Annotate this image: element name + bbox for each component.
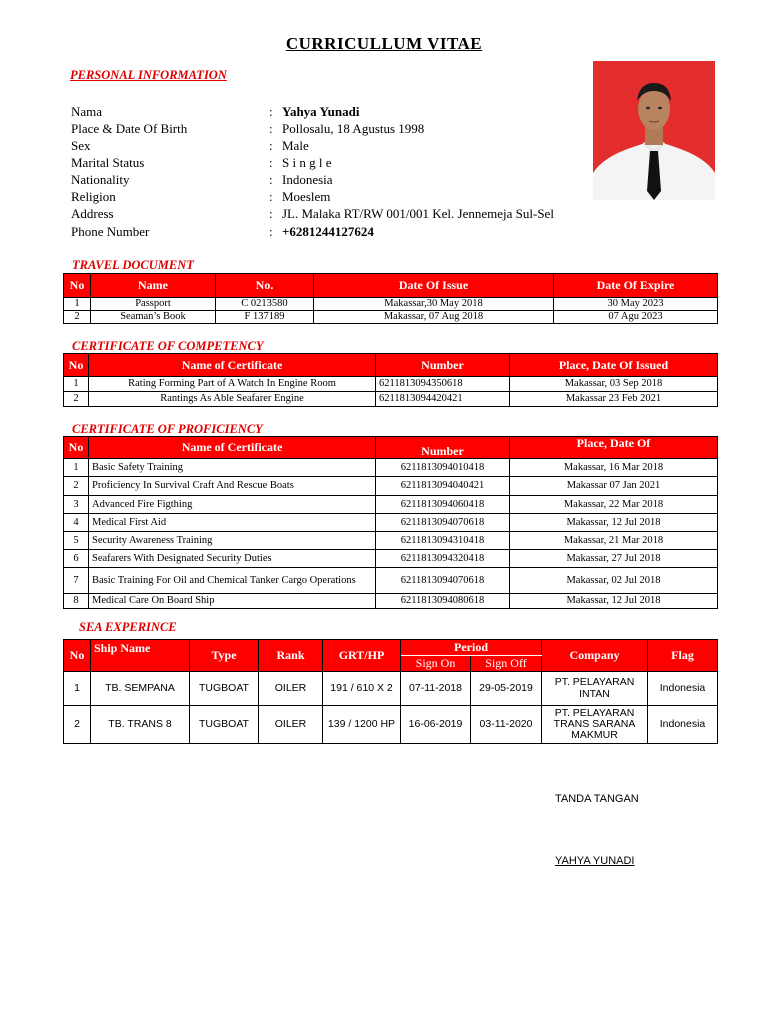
table-row (64, 706, 718, 744)
cell-no: 2 (64, 706, 91, 744)
col-place-date: Place, Date Of Issued (510, 354, 718, 377)
cell-company: PT. PELAYARAN TRANS SARANA MAKMUR (542, 706, 648, 744)
table-row (64, 550, 718, 568)
cell-number: 6211813094010418 (376, 459, 510, 477)
cell-number: 6211813094080618 (376, 594, 510, 609)
cell-doc-number: F 137189 (216, 311, 314, 324)
proficiency-table (63, 436, 718, 609)
cell-ship-name: TB. SEMPANA (91, 672, 190, 706)
cell-number: 6211813094070618 (376, 568, 510, 594)
col-no: No (64, 354, 89, 377)
cell-no: 5 (64, 532, 89, 550)
cell-place-date: Makassar 07 Jan 2021 (510, 477, 718, 496)
travel-document-table (63, 273, 718, 324)
cell-certificate-name: Medical First Aid (89, 514, 376, 532)
cell-date-of-issue: Makassar,30 May 2018 (314, 298, 554, 311)
col-doc-number: No. (216, 274, 314, 298)
cell-number: 6211813094310418 (376, 532, 510, 550)
cell-grt-hp: 139 / 1200 HP (323, 706, 401, 744)
cell-no: 3 (64, 496, 89, 514)
cell-certificate-name: Seafarers With Designated Security Duties (89, 550, 376, 568)
cell-company: PT. PELAYARAN INTAN (542, 672, 648, 706)
cell-number: 6211813094040421 (376, 477, 510, 496)
table-row (64, 459, 718, 477)
col-number: Number (376, 437, 510, 459)
cell-ship-name: TB. TRANS 8 (91, 706, 190, 744)
travel-document-heading: TRAVEL DOCUMENT (72, 258, 194, 272)
col-certificate-name: Name of Certificate (89, 354, 376, 377)
field-label: Place & Date Of Birth (71, 121, 188, 136)
col-period: Period (401, 640, 542, 656)
competency-heading: CERTIFICATE OF COMPETENCY (72, 339, 264, 353)
cell-number: 6211813094060418 (376, 496, 510, 514)
cell-no: 1 (64, 672, 91, 706)
col-flag: Flag (648, 640, 718, 672)
cell-place-date: Makassar, 27 Jul 2018 (510, 550, 718, 568)
col-number: Number (376, 354, 510, 377)
cell-no: 1 (64, 298, 91, 311)
field-label: Address (71, 206, 114, 221)
cell-rank: OILER (259, 672, 323, 706)
cell-certificate-name: Rantings As Able Seafarer Engine (89, 392, 376, 407)
col-date-of-expire: Date Of Expire (554, 274, 718, 298)
field-value: JL. Malaka RT/RW 001/001 Kel. Jennemeja Sul-Sel (282, 206, 554, 221)
cell-number: 6211813094350618 (376, 377, 510, 392)
cell-rank: OILER (259, 706, 323, 744)
cell-sign-off: 29-05-2019 (471, 672, 542, 706)
sea-experience-heading: SEA EXPERINCE (79, 620, 177, 634)
table-row (64, 311, 718, 324)
signature-name: YAHYA YUNADI (555, 855, 635, 867)
cell-date-of-issue: Makassar, 07 Aug 2018 (314, 311, 554, 324)
field-label: Nationality (71, 172, 130, 187)
table-row (64, 672, 718, 706)
col-no: No (64, 437, 89, 459)
cell-name: Seaman’s Book (91, 311, 216, 324)
col-place-date: Place, Date Of (510, 437, 718, 459)
cell-sign-on: 16-06-2019 (401, 706, 471, 744)
table-row (64, 532, 718, 550)
field-separator: : (269, 206, 273, 221)
col-no: No (64, 640, 91, 672)
cell-certificate-name: Basic Training For Oil and Chemical Tanker Cargo Operations (89, 568, 376, 594)
col-no: No (64, 274, 91, 298)
cell-number: 6211813094420421 (376, 392, 510, 407)
cell-certificate-name: Advanced Fire Figthing (89, 496, 376, 514)
col-grt-hp: GRT/HP (323, 640, 401, 672)
col-date-of-issue: Date Of Issue (314, 274, 554, 298)
cell-certificate-name: Rating Forming Part of A Watch In Engine Room (89, 377, 376, 392)
field-separator: : (269, 155, 273, 170)
signature-label: TANDA TANGAN (555, 793, 639, 805)
field-separator: : (269, 104, 273, 119)
cell-date-of-expire: 30 May 2023 (554, 298, 718, 311)
field-value: S i n g l e (282, 155, 332, 170)
sea-experience-table (63, 639, 718, 744)
col-company: Company (542, 640, 648, 672)
cell-name: Passport (91, 298, 216, 311)
field-separator: : (269, 189, 273, 204)
cell-no: 2 (64, 477, 89, 496)
cell-place-date: Makassar, 03 Sep 2018 (510, 377, 718, 392)
field-value: Male (282, 138, 309, 153)
cell-certificate-name: Medical Care On Board Ship (89, 594, 376, 609)
field-label: Nama (71, 104, 103, 119)
cell-certificate-name: Proficiency In Survival Craft And Rescue Boats (89, 477, 376, 496)
cell-no: 7 (64, 568, 89, 594)
field-label: Marital Status (71, 155, 145, 170)
table-row (64, 496, 718, 514)
field-label: Phone Number (71, 224, 150, 239)
table-row (64, 568, 718, 594)
table-row (64, 298, 718, 311)
table-row (64, 514, 718, 532)
field-value: Indonesia (282, 172, 333, 187)
cell-number: 6211813094070618 (376, 514, 510, 532)
proficiency-heading: CERTIFICATE OF PROFICIENCY (72, 422, 263, 436)
competency-table (63, 353, 718, 407)
cell-no: 2 (64, 311, 91, 324)
cell-flag: Indonesia (648, 672, 718, 706)
table-row (64, 477, 718, 496)
cell-no: 1 (64, 377, 89, 392)
cell-no: 8 (64, 594, 89, 609)
field-label: Sex (71, 138, 91, 153)
cell-doc-number: C 0213580 (216, 298, 314, 311)
field-value: Yahya Yunadi (282, 104, 360, 119)
page-title: CURRICULLUM VITAE (285, 34, 483, 53)
cell-place-date: Makassar, 22 Mar 2018 (510, 496, 718, 514)
field-separator: : (269, 224, 273, 239)
cell-type: TUGBOAT (190, 672, 259, 706)
cell-flag: Indonesia (648, 706, 718, 744)
cell-sign-on: 07-11-2018 (401, 672, 471, 706)
field-separator: : (269, 138, 273, 153)
cell-place-date: Makassar, 16 Mar 2018 (510, 459, 718, 477)
field-separator: : (269, 172, 273, 187)
field-separator: : (269, 121, 273, 136)
table-row (64, 392, 718, 407)
cell-certificate-name: Basic Safety Training (89, 459, 376, 477)
cell-place-date: Makassar, 02 Jul 2018 (510, 568, 718, 594)
field-value: Moeslem (282, 189, 331, 204)
cell-certificate-name: Security Awareness Training (89, 532, 376, 550)
cell-no: 4 (64, 514, 89, 532)
field-value: +6281244127624 (282, 224, 374, 239)
personal-info-heading: PERSONAL INFORMATION (70, 68, 227, 82)
cell-place-date: Makassar, 12 Jul 2018 (510, 514, 718, 532)
cell-no: 1 (64, 459, 89, 477)
cell-number: 6211813094320418 (376, 550, 510, 568)
col-sign-on: Sign On (401, 656, 471, 672)
table-row (64, 594, 718, 609)
table-row (64, 377, 718, 392)
cell-grt-hp: 191 / 610 X 2 (323, 672, 401, 706)
col-ship-name: Ship Name (91, 640, 190, 672)
cell-no: 2 (64, 392, 89, 407)
cell-place-date: Makassar, 21 Mar 2018 (510, 532, 718, 550)
cell-date-of-expire: 07 Agu 2023 (554, 311, 718, 324)
col-name: Name (91, 274, 216, 298)
cell-type: TUGBOAT (190, 706, 259, 744)
col-rank: Rank (259, 640, 323, 672)
col-certificate-name: Name of Certificate (89, 437, 376, 459)
cell-place-date: Makassar, 12 Jul 2018 (510, 594, 718, 609)
cell-sign-off: 03-11-2020 (471, 706, 542, 744)
profile-photo (593, 61, 715, 200)
col-sign-off: Sign Off (471, 656, 542, 672)
cell-no: 6 (64, 550, 89, 568)
field-value: Pollosalu, 18 Agustus 1998 (282, 121, 425, 136)
field-label: Religion (71, 189, 116, 204)
col-type: Type (190, 640, 259, 672)
person-photo-icon (593, 61, 715, 200)
cell-place-date: Makassar 23 Feb 2021 (510, 392, 718, 407)
